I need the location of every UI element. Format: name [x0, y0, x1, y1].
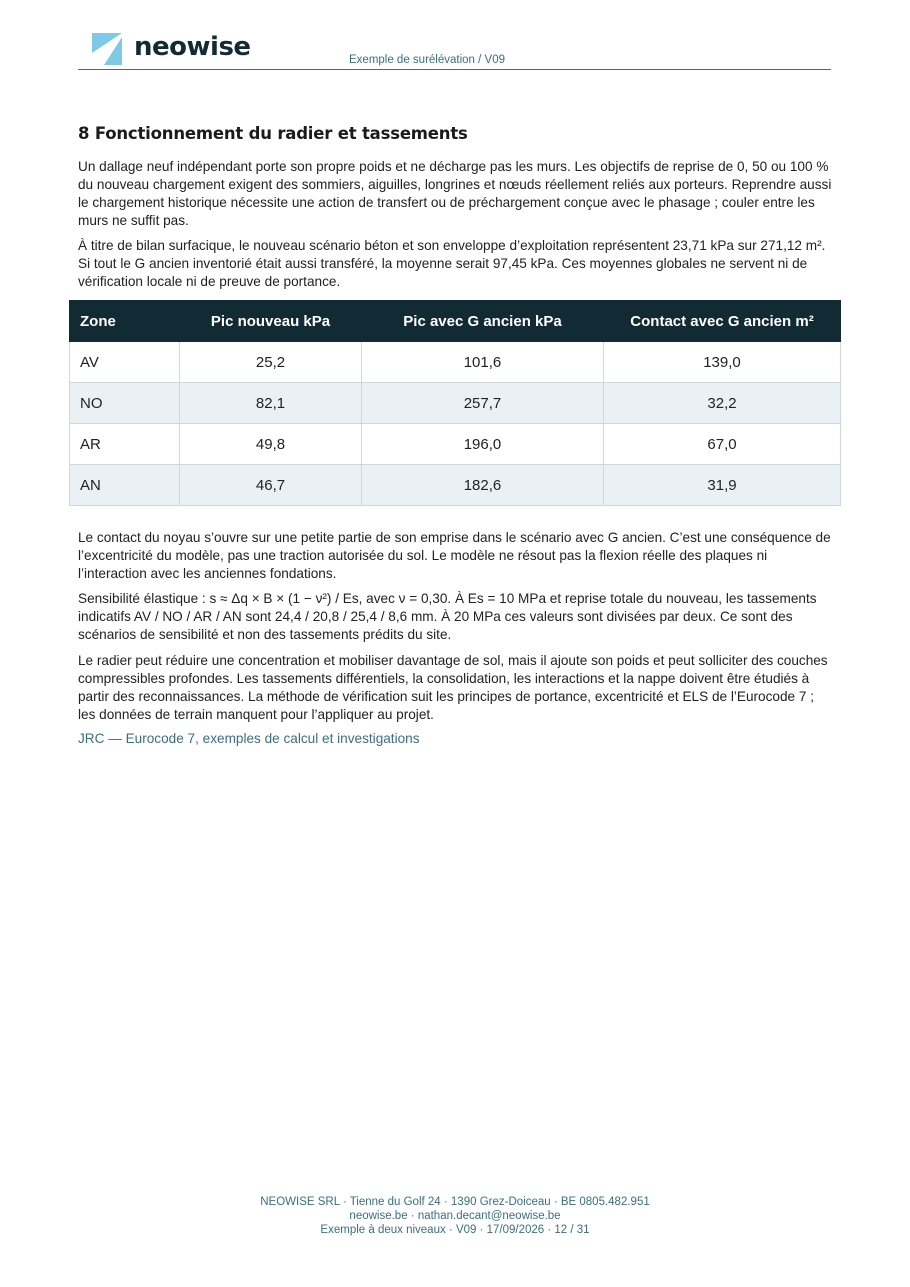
table-row: [70, 465, 841, 506]
column-header: Contact avec G ancien m²: [604, 301, 841, 342]
section-title: 8 Fonctionnement du radier et tassements: [78, 124, 468, 143]
table-cell: 139,0: [604, 342, 841, 383]
logo-icon: [92, 33, 122, 65]
results-table: [69, 300, 841, 506]
footer-company-line: NEOWISE SRL · Tienne du Golf 24 · 1390 Grez-Doiceau · BE 0805.482.951: [260, 1196, 650, 1208]
table-cell: 196,0: [362, 424, 604, 465]
table-cell: 46,7: [180, 465, 362, 506]
table-cell: AN: [70, 465, 180, 506]
table-cell: 32,2: [604, 383, 841, 424]
column-header: Pic nouveau kPa: [180, 301, 362, 342]
column-header: Zone: [70, 301, 180, 342]
table-header-row: [70, 301, 841, 342]
table-cell: AV: [70, 342, 180, 383]
page-footer: [0, 1195, 910, 1237]
table-cell: 31,9: [604, 465, 841, 506]
table-cell: 49,8: [180, 424, 362, 465]
header-subtitle: Exemple de surélévation / V09: [349, 54, 505, 66]
table-cell: NO: [70, 383, 180, 424]
column-header: Pic avec G ancien kPa: [362, 301, 604, 342]
logo-text: neowise: [134, 32, 251, 62]
table-cell: 25,2: [180, 342, 362, 383]
table-cell: AR: [70, 424, 180, 465]
table-cell: 182,6: [362, 465, 604, 506]
reference-link[interactable]: JRC — Eurocode 7, exemples de calcul et investigations: [78, 731, 420, 746]
table-cell: 101,6: [362, 342, 604, 383]
paragraph: Sensibilité élastique : s ≈ Δq × B × (1 − ν²) / Es, avec ν = 0,30. À Es = 10 MPa et reprise totale du nouveau, les tassements indicatifs AV / NO / AR / AN sont 24,4 / 20,8 / 25,4 / 8,6 mm. À 20 MPa ces valeurs sont divisées par deux. Ce sont des scénarios de sensibilité et non des tassements prédits du site.: [78, 591, 817, 642]
company-logo: [92, 33, 251, 65]
paragraph: Le contact du noyau s’ouvre sur une petite partie de son emprise dans le scénario avec G ancien. C’est une conséquence de l’excentricité du modèle, pas une traction autorisée du sol. Le modèle ne résout pas la flexion réelle des plaques ni l’interaction avec les anciennes fondations.: [78, 530, 831, 581]
table-cell: 82,1: [180, 383, 362, 424]
paragraph: Le radier peut réduire une concentration et mobiliser davantage de sol, mais il ajoute son poids et peut solliciter des couches compressibles profondes. Les tassements différentiels, la consolidation, les interactions et la nappe doivent être étudiés à partir des reconnaissances. La méthode de vérification suit les principes de portance, excentricité et ELS de l’Eurocode 7 ; les données de terrain manquent pour l’appliquer au projet.: [78, 653, 828, 722]
footer-contact-line: neowise.be · nathan.decant@neowise.be: [349, 1210, 561, 1222]
table-cell: 257,7: [362, 383, 604, 424]
table-row: [70, 424, 841, 465]
table-row: [70, 383, 841, 424]
paragraph: À titre de bilan surfacique, le nouveau scénario béton et son enveloppe d’exploitation représentent 23,71 kPa sur 271,12 m². Si tout le G ancien inventorié était aussi transféré, la moyenne serait 97,45 kPa. Ces moyennes globales ne servent ni de vérification locale ni de preuve de portance.: [78, 238, 826, 289]
page-header: [78, 30, 831, 70]
table-row: [70, 342, 841, 383]
footer-page-line: Exemple à deux niveaux · V09 · 17/09/2026 · 12 / 31: [320, 1224, 590, 1236]
table-cell: 67,0: [604, 424, 841, 465]
paragraph: Un dallage neuf indépendant porte son propre poids et ne décharge pas les murs. Les objectifs de reprise de 0, 50 ou 100 % du nouveau chargement exigent des sommiers, aiguilles, longrines et nœuds réellement reliés aux porteurs. Reprendre aussi le chargement historique nécessite une action de transfert ou de préchargement conçue avec le phasage ; couler entre les murs ne suffit pas.: [78, 159, 832, 228]
